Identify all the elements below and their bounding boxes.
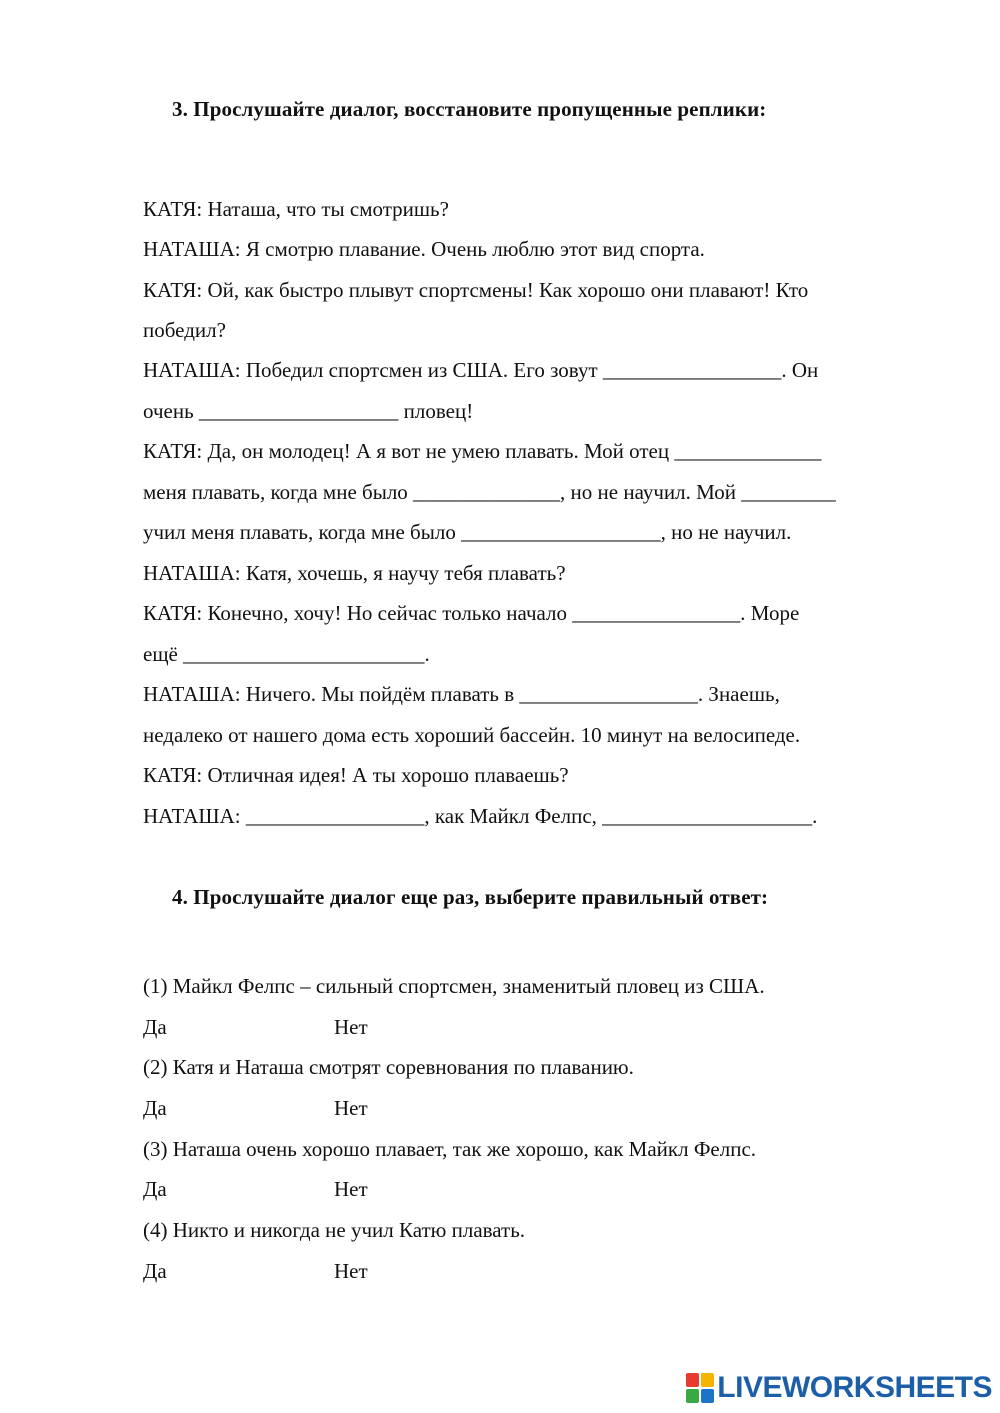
question-3: (3) Наташа очень хорошо плавает, так же хорошо, как Майкл Фелпс. (143, 1137, 757, 1161)
answer-yes-2[interactable]: Да (143, 1096, 167, 1120)
dialog-line: КАТЯ: Отличная идея! А ты хорошо плаваешь? (143, 763, 569, 787)
question-4: (4) Никто и никогда не учил Катю плавать. (143, 1218, 526, 1242)
dialog-line: НАТАША: Я смотрю плавание. Очень люблю этот вид спорта. (143, 237, 705, 261)
liveworksheets-logo-text: LIVEWORKSHEETS (717, 1371, 992, 1404)
dialog-line-with-blank[interactable]: КАТЯ: Конечно, хочу! Но сейчас только начало ________________. Море (143, 601, 800, 625)
dialog-line: КАТЯ: Ой, как быстро плывут спортсмены! Как хорошо они плавают! Кто (143, 278, 809, 302)
dialog-line-with-blank[interactable]: НАТАША: Победил спортсмен из США. Его зовут _________________. Он (143, 358, 819, 382)
dialog-line-with-blank[interactable]: очень ___________________ пловец! (143, 399, 474, 423)
dialog-line-with-blank[interactable]: КАТЯ: Да, он молодец! А я вот не умею плавать. Мой отец ______________ (143, 439, 822, 463)
question-2: (2) Катя и Наташа смотрят соревнования по плаванию. (143, 1055, 634, 1079)
dialog-line: недалеко от нашего дома есть хороший бассейн. 10 минут на велосипеде. (143, 723, 801, 747)
dialog-line-with-blank[interactable]: учил меня плавать, когда мне было ___________________, но не научил. (143, 520, 792, 544)
answer-no-1[interactable]: Нет (334, 1015, 368, 1039)
answer-no-3[interactable]: Нет (334, 1177, 368, 1201)
question-1: (1) Майкл Фелпс – сильный спортсмен, знаменитый пловец из США. (143, 974, 765, 998)
answer-yes-1[interactable]: Да (143, 1015, 167, 1039)
dialog-line-with-blank[interactable]: ещё _______________________. (143, 642, 430, 666)
dialog-line-with-blank[interactable]: НАТАША: Ничего. Мы пойдём плавать в _________________. Знаешь, (143, 682, 780, 706)
answer-yes-3[interactable]: Да (143, 1177, 167, 1201)
section-3-heading: 3. Прослушайте диалог, восстановите пропущенные реплики: (172, 97, 767, 121)
dialog-line-with-blank[interactable]: меня плавать, когда мне было ______________, но не научил. Мой _________ (143, 480, 836, 504)
dialog-line: КАТЯ: Наташа, что ты смотришь? (143, 197, 449, 221)
liveworksheets-logo-icon (686, 1373, 714, 1403)
logo-square-green (686, 1389, 699, 1403)
logo-square-yellow (701, 1373, 714, 1387)
dialog-line-with-blank[interactable]: НАТАША: _________________, как Майкл Фелпс, ____________________. (143, 804, 818, 828)
logo-square-red (686, 1373, 699, 1387)
dialog-line: НАТАША: Катя, хочешь, я научу тебя плавать? (143, 561, 566, 585)
answer-yes-4[interactable]: Да (143, 1259, 167, 1283)
answer-no-4[interactable]: Нет (334, 1259, 368, 1283)
logo-square-blue (701, 1389, 714, 1403)
section-4-heading: 4. Прослушайте диалог еще раз, выберите правильный ответ: (172, 885, 769, 909)
dialog-line: победил? (143, 318, 226, 342)
liveworksheets-logo (686, 1369, 992, 1407)
answer-no-2[interactable]: Нет (334, 1096, 368, 1120)
